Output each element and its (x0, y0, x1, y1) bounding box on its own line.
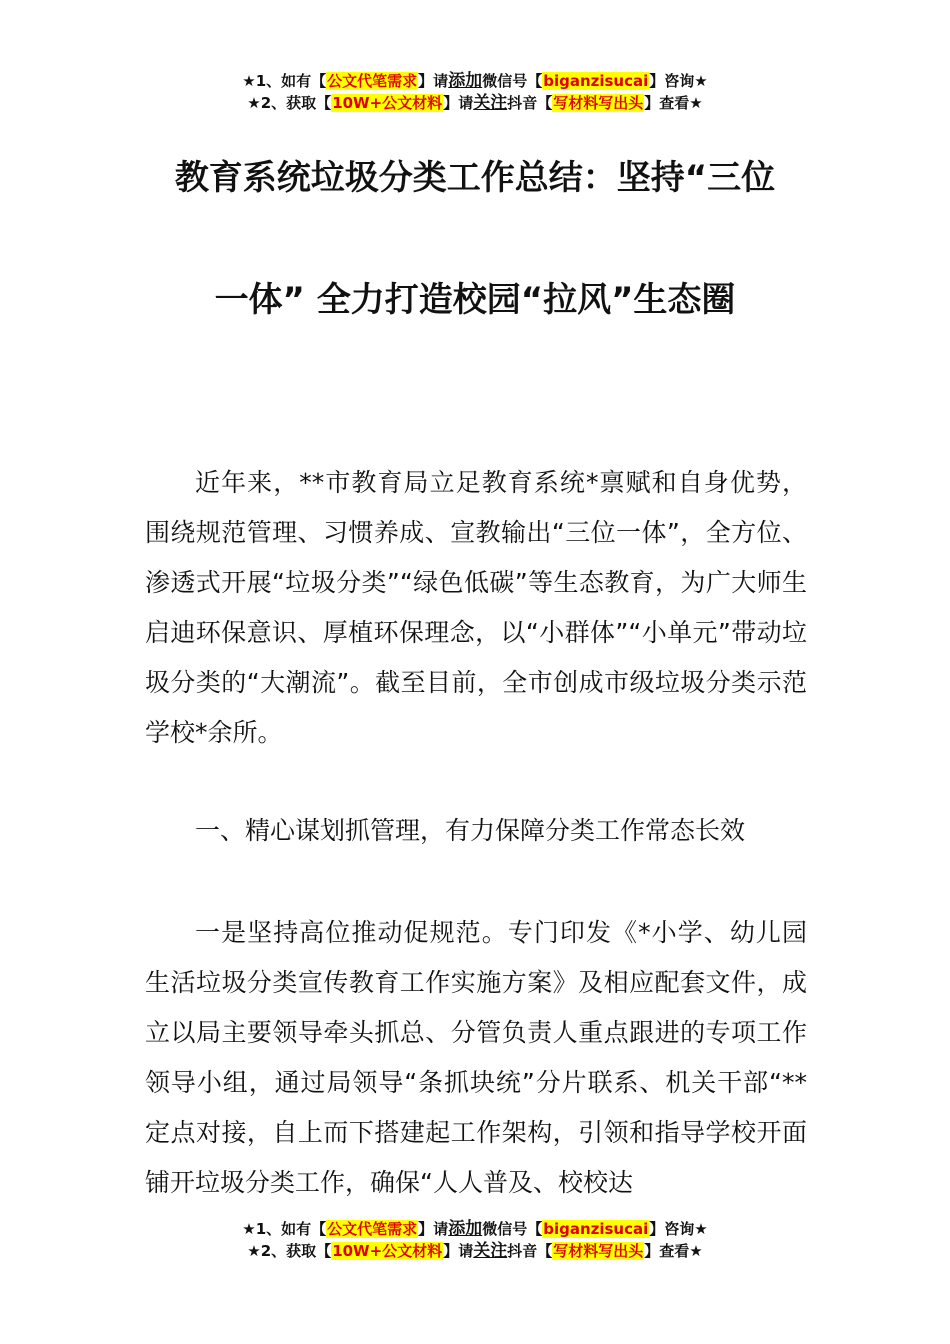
banner-text: 】请 (418, 72, 449, 90)
banner-text: 】查看★ (644, 94, 703, 112)
banner-highlight: 写材料写出头 (553, 94, 644, 112)
banner-emphasis: 关注 (473, 93, 508, 113)
banner-highlight: 10W+公文材料 (332, 94, 443, 112)
banner-text: 抖音【 (507, 1242, 553, 1260)
banner-text: 】咨询★ (649, 1220, 708, 1238)
banner-line-1 (0, 1218, 950, 1240)
banner-text: 抖音【 (507, 94, 553, 112)
banner-text: ★2、获取【 (247, 94, 332, 112)
banner-emphasis: 关注 (473, 1241, 508, 1261)
header-banner (0, 70, 950, 114)
banner-line-2 (0, 92, 950, 114)
banner-text: 微信号【 (482, 1220, 543, 1238)
document-title-line-1: 教育系统垃圾分类工作总结：坚持“三位 (174, 158, 776, 198)
intro-paragraph: 近年来，**市教育局立足教育系统*禀赋和自身优势，围绕规范管理、习惯养成、宣教输出“三位一体”，全方位、渗透式开展“垃圾分类”“绿色低碳”等生态教育，为广大师生启迪环保意识、厚植环保理念，以“小群体”“小单元”带动垃圾分类的“大潮流”。截至目前，全市创成市级垃圾分类示范学校*余所。 (145, 468, 807, 747)
banner-highlight: 10W+公文材料 (332, 1242, 443, 1260)
banner-highlight: 公文代笔需求 (327, 72, 418, 90)
section-heading: 一、精心谋划抓管理，有力保障分类工作常态长效 (195, 816, 746, 845)
banner-text: 】查看★ (644, 1242, 703, 1260)
banner-text: 】请 (443, 1242, 474, 1260)
banner-text: 】咨询★ (649, 72, 708, 90)
banner-highlight: biganzisucai (543, 1220, 649, 1238)
banner-highlight: 写材料写出头 (553, 1242, 644, 1260)
banner-text: ★2、获取【 (247, 1242, 332, 1260)
banner-emphasis: 添加 (448, 71, 483, 91)
body-paragraph: 一是坚持高位推动促规范。专门印发《*小学、幼儿园生活垃圾分类宣传教育工作实施方案》及相应配套文件，成立以局主要领导牵头抓总、分管负责人重点跟进的专项工作领导小组，通过局领导“条抓块统”分片联系、机关干部“**定点对接，自上而下搭建起工作架构，引领和指导学校开面铺开垃圾分类工作，确保“人人普及、校校达 (145, 918, 807, 1197)
banner-line-1 (0, 70, 950, 92)
banner-text: 微信号【 (482, 72, 543, 90)
banner-text: 】请 (418, 1220, 449, 1238)
banner-highlight: 公文代笔需求 (327, 1220, 418, 1238)
banner-text: ★1、如有【 (242, 72, 327, 90)
banner-line-2 (0, 1240, 950, 1262)
banner-text: ★1、如有【 (242, 1220, 327, 1238)
banner-emphasis: 添加 (448, 1219, 483, 1239)
banner-text: 】请 (443, 94, 474, 112)
banner-highlight: biganzisucai (543, 72, 649, 90)
document-title-line-2: 一体” 全力打造校园“拉风”生态圈 (214, 280, 736, 320)
footer-banner (0, 1218, 950, 1262)
